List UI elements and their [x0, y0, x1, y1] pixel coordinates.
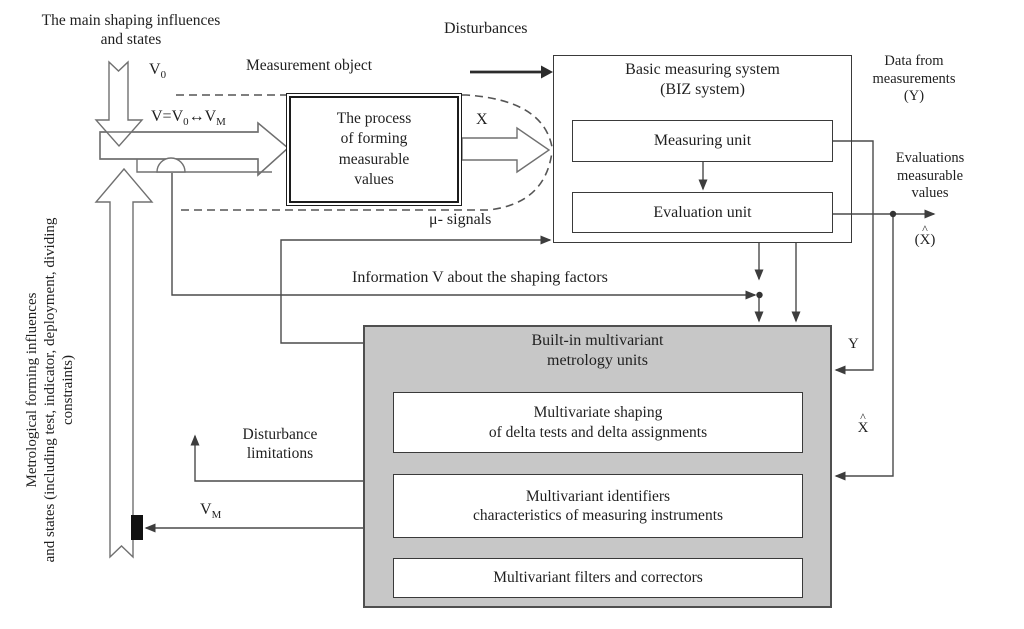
- builtin-metrology-title: [363, 331, 832, 370]
- disturbances-label: Disturbances: [444, 20, 528, 37]
- shaping-line2: of delta tests and delta assignments: [488, 423, 708, 441]
- evaluation-unit-label: Evaluation unit: [653, 203, 752, 221]
- v-eq-s1: 0: [183, 116, 189, 129]
- process-box-line3: measurable: [338, 150, 410, 168]
- data-from-line3: (Y): [903, 88, 925, 105]
- vm-base: V: [200, 501, 212, 518]
- measuring-unit-box: [572, 120, 833, 162]
- x-hat-paren-hat: ^: [922, 222, 928, 236]
- v0-sub: 0: [160, 69, 166, 82]
- main-shaping-note: [21, 12, 241, 50]
- junction-dot-evaluations: [890, 211, 896, 217]
- process-box-line2: of forming: [340, 130, 408, 148]
- measuring-unit-label: Measuring unit: [653, 132, 752, 149]
- v-eq-p2: ↔V: [188, 108, 217, 125]
- v0-label: [149, 60, 166, 82]
- multivariate-shaping-box: [393, 392, 803, 453]
- multivariant-filters-box: [393, 558, 803, 598]
- x-output-arrow: [462, 128, 549, 172]
- evaluations-line2: measurable: [896, 167, 964, 184]
- evaluations-line3: values: [911, 185, 949, 202]
- xhat-feedback-line: [836, 214, 893, 476]
- identifiers-line1: Multivariant identifiers: [525, 487, 671, 505]
- evaluations-label: [878, 150, 982, 203]
- v-equation-label: [151, 107, 226, 129]
- main-shaping-line2: and states: [100, 30, 162, 48]
- data-from-measurements-label: [862, 53, 966, 106]
- identifiers-line2: characteristics of measuring instruments: [472, 507, 724, 524]
- basic-title-line1: Basic measuring system: [625, 61, 780, 78]
- data-from-line1: Data from: [884, 53, 944, 69]
- main-shaping-line1: The main shaping influences: [41, 12, 221, 29]
- disturbance-lim-line2: limitations: [246, 444, 314, 462]
- metrological-line3: constraints): [60, 355, 76, 425]
- vm-terminator-rect: [131, 515, 143, 540]
- mu-signals-label: μ- signals: [429, 211, 492, 228]
- x-hat-feedback-label: [843, 410, 883, 437]
- y-feedback-label: Y: [848, 336, 859, 352]
- v-eq-p1: V=V: [151, 108, 184, 125]
- v0-base: V: [149, 61, 161, 78]
- builtin-title-line1: Built-in multivariant: [531, 332, 664, 349]
- multivariant-identifiers-box: [393, 474, 803, 538]
- process-box: [286, 93, 462, 206]
- disturbances-arrow: [470, 66, 553, 79]
- evaluations-line1: Evaluations: [895, 150, 965, 166]
- x-signal-label: X: [476, 111, 488, 128]
- metrological-up-arrow: [96, 169, 152, 557]
- vm-label: [200, 500, 221, 522]
- metrological-line2: and states (including test, indicator, deployment, dividing: [42, 217, 58, 563]
- metrological-note: [23, 155, 77, 625]
- x-hat-hat: ^: [860, 410, 866, 424]
- x-hat-paren-label: [898, 222, 952, 249]
- filters-label: Multivariant filters and correctors: [493, 569, 703, 587]
- basic-system-title: [553, 60, 852, 99]
- shaping-line1: Multivariate shaping: [533, 404, 663, 422]
- x-hat-base: X: [857, 420, 869, 437]
- measurement-object-label: Measurement object: [246, 57, 373, 74]
- x-hat-paren-base: (X): [914, 232, 936, 249]
- disturbance-limitations-label: [222, 426, 338, 464]
- process-box-line1: The process: [336, 110, 412, 128]
- basic-title-line2: (BIZ system): [660, 80, 745, 98]
- process-box-inner: [289, 96, 459, 203]
- tap-semicircle: [157, 158, 185, 172]
- builtin-title-line2: metrology units: [547, 351, 648, 369]
- information-v-label: Information V about the shaping factors: [352, 269, 608, 286]
- metrological-line1: Metrological forming influences: [24, 292, 40, 488]
- data-from-line2: measurements: [872, 70, 956, 87]
- v-eq-s2: M: [216, 116, 226, 129]
- disturbance-lim-line1: Disturbance: [242, 426, 318, 443]
- process-box-line4: values: [354, 170, 394, 188]
- junction-dot-information-v: [756, 292, 762, 298]
- evaluation-unit-box: [572, 192, 833, 233]
- vm-sub: M: [211, 509, 222, 522]
